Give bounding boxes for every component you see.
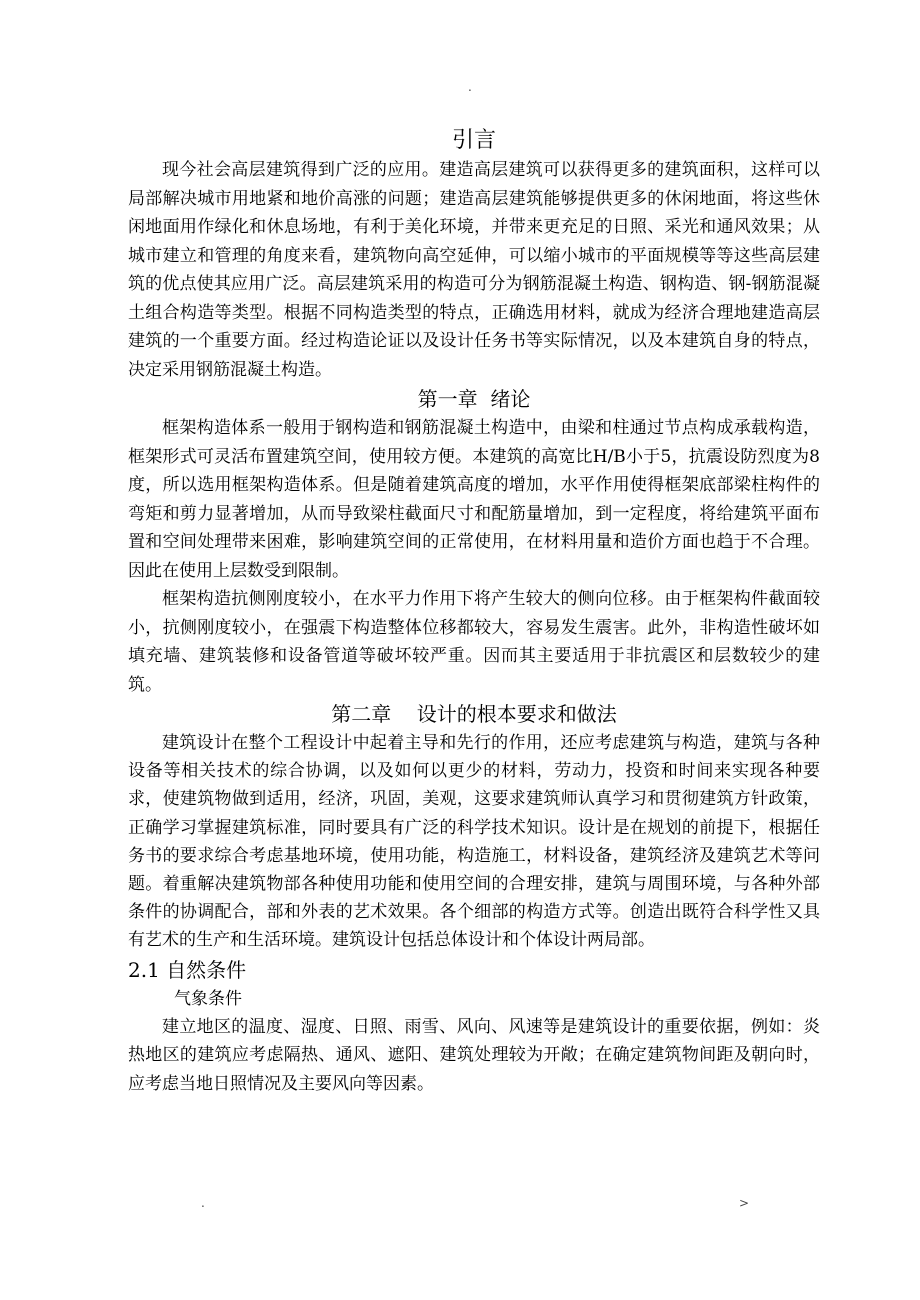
intro-paragraph: 现今社会高层建筑得到广泛的应用。建造高层建筑可以获得更多的建筑面积，这样可以局部解决城市用地紧和地价高涨的问题；建造高层建筑能够提供更多的休闲地面，将这些休闲地面用作绿化和休息场地，有利于美化环境，并带来更充足的日照、采光和通风效果；从城市建立和管理的角度来看，建筑物向高空延伸，可以缩小城市的平面规模等等这些高层建筑的优点使其应用广泛。高层建筑采用的构造可分为钢筋混凝土构造、钢构造、钢-钢筋混凝土组合构造等类型。根据不同构造类型的特点，正确选用材料，就成为经济合理地建造高层建筑的一个重要方面。经过构造论证以及设计任务书等实际情况，以及本建筑自身的特点，决定采用钢筋混凝土构造。 bbox=[128, 160, 820, 380]
chapter-1-title: 第一章 绪论 bbox=[417, 387, 531, 411]
chapter-1-paragraph-2: 框架构造抗侧刚度较小，在水平力作用下将产生较大的侧向位移。由于框架构件截面较小，抗侧刚度较小，在强震下构造整体位移都较大，容易发生震害。此外，非构造性破坏如填充墙、建筑装修和设备管道等破坏较严重。因而其主要适用于非抗震区和层数较少的建筑。 bbox=[128, 589, 820, 695]
chapter-2-paragraph: 建筑设计在整个工程设计中起着主导和先行的作用，还应考虑建筑与构造，建筑与各种设备等相关技术的综合协调，以及如何以更少的材料，劳动力，投资和时间来实现各种要求，使建筑物做到适用，经济，巩固，美观，这要求建筑师认真学习和贯彻建筑方针政策，正确学习掌握建筑标准，同时要具有广泛的科学技术知识。设计是在规划的前提下，根据任务书的要求综合考虑基地环境，使用功能，构造施工，材料设备，建筑经济及建筑艺术等问题。着重解决建筑物部各种使用功能和使用空间的合理安排，建筑与周围环境，与各种外部条件的协调配合，部和外表的艺术效果。各个细部的构造方式等。创造出既符合科学性又具有艺术的生产和生活环境。建筑设计包括总体设计和个体设计两局部。 bbox=[128, 733, 820, 951]
intro-title: 引言 bbox=[451, 128, 496, 153]
footer-dot-mark: . bbox=[201, 1196, 205, 1210]
footer-arrow-mark: > bbox=[739, 1196, 750, 1210]
header-dot-mark: . bbox=[468, 80, 472, 94]
document-page bbox=[128, 126, 820, 1098]
weather-paragraph: 建立地区的温度、湿度、日照、雨雪、风向、风速等是建筑设计的重要依据，例如：炎热地区的建筑应考虑隔热、通风、遮阳、建筑处理较为开敞；在确定建筑物间距及朝向时，应考虑当地日照情况及主要风向等因素。 bbox=[128, 1016, 820, 1094]
subsection-weather-title: 气象条件 bbox=[174, 988, 242, 1009]
chapter-1-paragraph-1: 框架构造体系一般用于钢构造和钢筋混凝土构造中，由梁和柱通过节点构成承载构造，框架形式可灵活布置建筑空间，使用较方便。本建筑的高宽比H/B小于5，抗震设防烈度为8度，所以选用框架构造体系。但是随着建筑高度的增加，水平作用使得框架底部梁柱构件的弯矩和剪力显著增加，从而导致梁柱截面尺寸和配筋量增加，到一定程度，将给建筑平面布置和空间处理带来困难，影响建筑空间的正常使用，在材料用量和造价方面也趋于不合理。因此在使用上层数受到限制。 bbox=[128, 418, 820, 581]
section-2-1-title: 2.1 自然条件 bbox=[128, 957, 247, 982]
chapter-2-title: 第二章 设计的根本要求和做法 bbox=[331, 702, 617, 726]
